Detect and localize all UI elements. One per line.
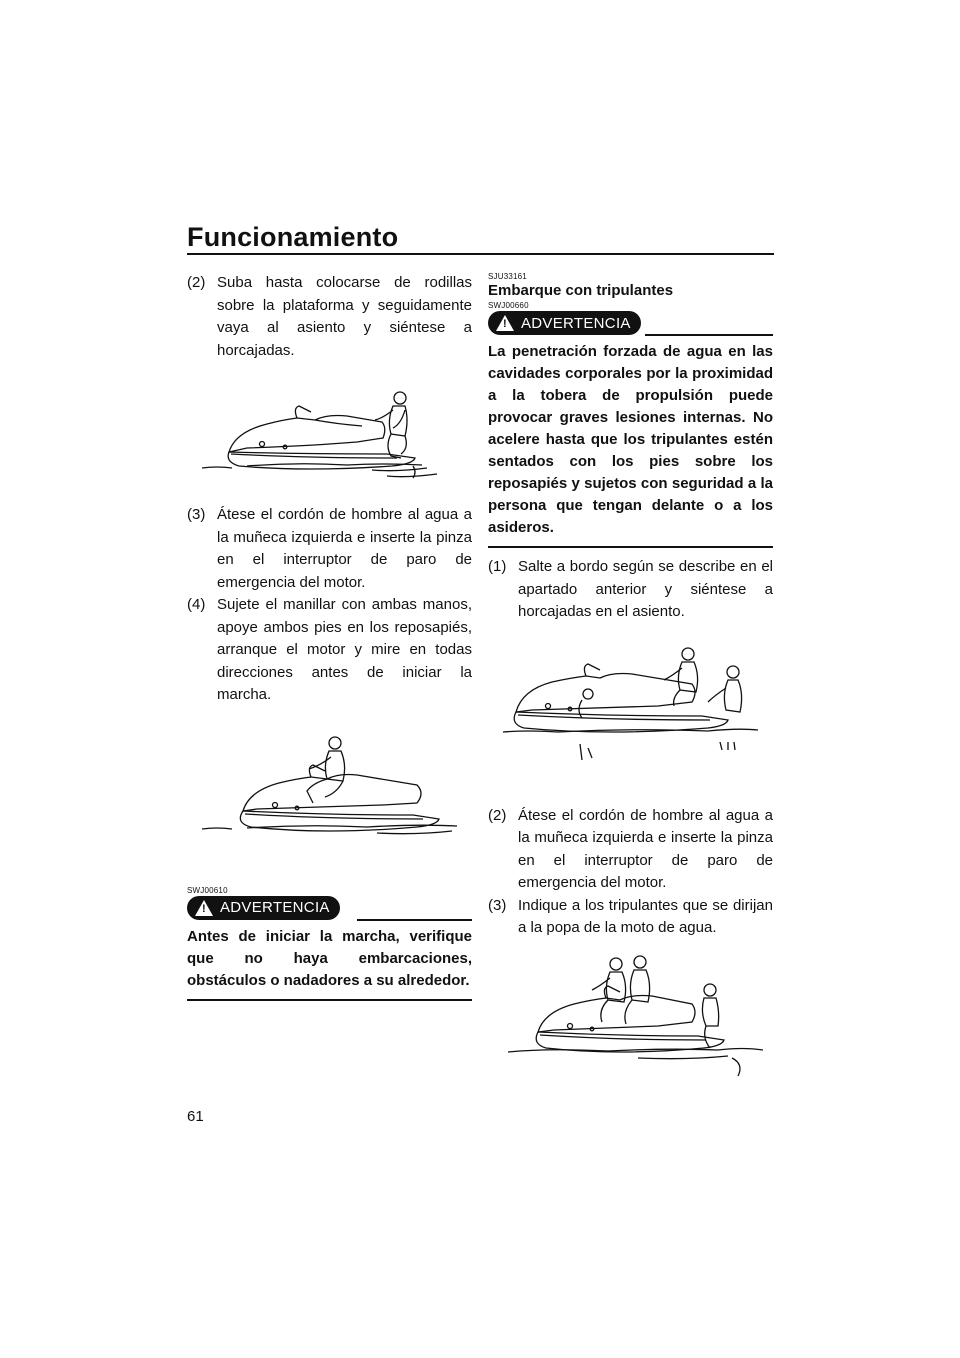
step-1-board	[488, 556, 773, 624]
section-code: SJU33161	[488, 272, 527, 281]
illustration-passengers-seated	[488, 940, 773, 1090]
section-title: Embarque con tripulantes	[488, 282, 674, 299]
page-title: Funcionamiento	[187, 222, 399, 252]
warning-code: SWJ00660	[488, 301, 529, 310]
step-number: (2)	[187, 274, 206, 291]
warning-code: SWJ00610	[187, 885, 228, 895]
warning-badge	[488, 311, 641, 335]
warning-header	[187, 896, 472, 920]
warning-text: La penetración forzada de agua en las cavidades corporales por la proximidad a la tobera de propulsión puede provocar graves lesiones internas. No acelere hasta que los tripulantes estén sentados con los pies sobre los reposapiés y sujetos con seguridad a la persona que tengan delante o a los asideros.	[488, 343, 773, 536]
step-number: (4)	[187, 596, 206, 613]
warning-triangle-icon: !	[496, 315, 514, 331]
step-number: (2)	[488, 806, 507, 824]
warning-header	[488, 311, 773, 335]
step-text: Átese el cordón de hombre al agua a la muñeca izquierda e inserte la pinza en el interruptor de paro de emergencia del motor.	[518, 806, 773, 891]
step-text: Suba hasta colocarse de rodillas sobre la plataforma y seguidamente vaya al asiento y siéntese a horcajadas.	[217, 274, 472, 359]
title-rule	[187, 253, 774, 255]
step-number: (3)	[488, 896, 507, 914]
warning-rule	[645, 334, 773, 336]
step-number: (3)	[187, 506, 206, 523]
step-2-kill-switch	[488, 805, 773, 895]
step-3-passengers	[488, 895, 773, 940]
warning-badge	[187, 896, 340, 920]
warning-text: Antes de iniciar la marcha, verifique que no haya embarcaciones, obstáculos o nadadores a su alrededor.	[187, 927, 472, 989]
warning-end-rule	[187, 999, 472, 1001]
step-2-boarding	[187, 272, 472, 362]
warning-rule	[357, 919, 472, 921]
warning-label: ADVERTENCIA	[220, 899, 330, 916]
illustration-climbing-aboard	[187, 362, 472, 492]
right-column	[488, 272, 773, 1090]
warning-label: ADVERTENCIA	[521, 314, 631, 332]
step-text: Salte a bordo según se describe en el apartado anterior y siéntese a horcajadas en el asiento.	[518, 558, 773, 620]
step-text: Átese el cordón de hombre al agua a la muñeca izquierda e inserte la pinza en el interruptor de paro de emergencia del motor.	[217, 506, 472, 591]
step-4-start	[187, 594, 472, 707]
left-column	[187, 272, 472, 1001]
illustration-passenger-boarding	[488, 624, 773, 799]
step-3-kill-switch	[187, 504, 472, 594]
page-number: 61	[187, 1108, 204, 1125]
step-number: (1)	[488, 558, 507, 575]
warning-end-rule	[488, 546, 773, 548]
step-text: Indique a los tripulantes que se dirijan a la popa de la moto de agua.	[518, 896, 773, 936]
warning-triangle-icon: !	[195, 900, 213, 916]
illustration-rider-seated	[187, 707, 472, 882]
step-text: Sujete el manillar con ambas manos, apoye ambos pies en los reposapiés, arranque el motor y mire en todas direcciones antes de iniciar la marcha.	[217, 596, 472, 703]
